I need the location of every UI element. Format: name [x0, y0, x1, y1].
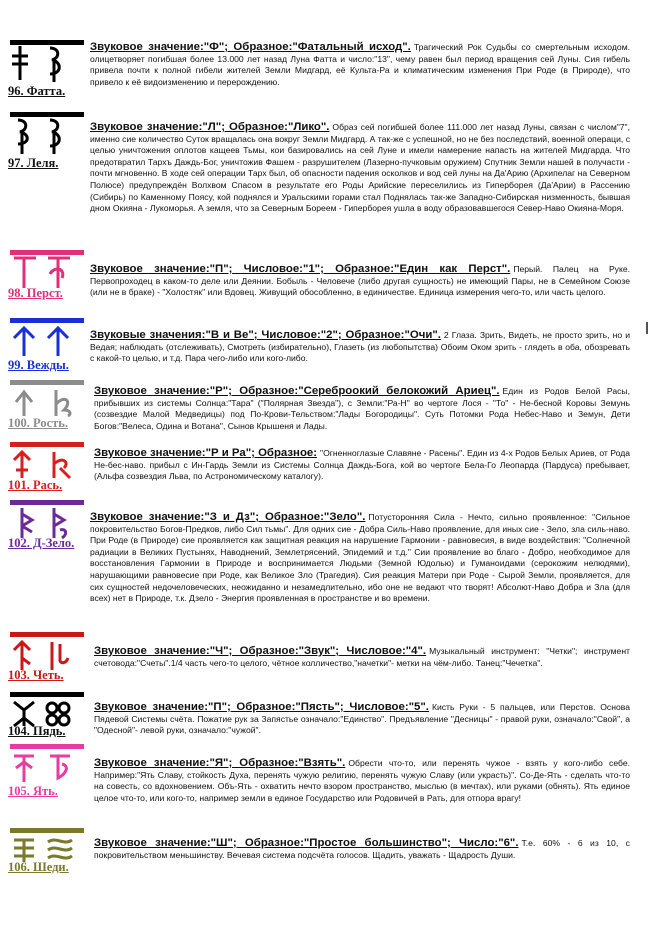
entry-text: [94, 646, 630, 669]
entry-body: Обрести что-то, или перенять чужое - взять у кого-либо себе. Например:"Ять Славу, стойкость Духа, перенять чужую религию, перенять чужую Славу (или украсть)". Со-Де-Ять - сделать что-то на совесть, со вдохновением. Объ-Ять - охватить нечто взором пространство, мыслью (в мечтах), или руками (обнять). Ять единое целое что-то, или кого-то, например земли в единое Государство или Родовичей в Рать, для отпора врагу!: [94, 758, 630, 803]
lelya-rune-icon: [10, 116, 86, 156]
letter-number: 104. Пядь.: [8, 724, 66, 738]
entry-heading: Звуковое значение:"Ф"; Образное:"Фатальный исход".: [90, 41, 411, 53]
entry-text: [90, 512, 630, 605]
glyph-box: [8, 318, 90, 378]
glyph-box: [8, 442, 90, 500]
letter-number: 101. Рась.: [8, 478, 63, 492]
vezhdy-rune-icon: [10, 322, 86, 362]
entry-heading: Звуковое значение:"П"; Образное:"Пясть"; Числовое:"5".: [94, 701, 429, 713]
letter-number: 98. Перст.: [8, 286, 63, 300]
letter-number: 97. Леля.: [8, 156, 59, 170]
entry-text: [94, 448, 630, 483]
entry-body: 2 Глаза. Зрить, Видеть, не просто зрить, но и Ведая; наблюдать (отслеживать), Смотреть (избирательно), Глазеть (из любопытства) Обоим Оком зрить - глядеть в оба, обозревать с какой-то целью, и т.д. Пара чего-либо или кого-либо.: [90, 330, 630, 364]
entry-97: [8, 112, 640, 252]
entry-body: Трагический Рок Судьбы со смертельным исходом. олицетворяет погибшая более 13.000 лет назад Луна Фатта и число:"13", чему равен был период вращения сей Луны. Сия гибель привела почти к полной гибели жителей Земли Мидгард, её Культа-Ра и климатическим изменения При Роде (в Природе), что привело к её видоизменению и перерождению.: [90, 42, 630, 87]
entry-heading: Звуковые значения:"В и Ве"; Числовое:"2"; Образное:"Очи".: [90, 329, 441, 341]
glyph-box: [8, 632, 90, 692]
entry-text: [94, 386, 630, 432]
entry-101: [8, 442, 640, 500]
entry-heading: Звуковое значение:"Ч"; Образное:"Звук"; Числовое:"4".: [94, 645, 427, 657]
entry-heading: Звуковое значение:"Ш"; Образное:"Простое большинство"; Число:"6".: [94, 837, 519, 849]
fatta-rune-icon: [10, 44, 86, 84]
letter-number: 96. Фатта.: [8, 84, 66, 98]
entry-text: [90, 330, 630, 365]
entry-body: Потусторонняя Сила - Нечто, сильно проявленное: "Сильное покровительство Богов-Предков, либо Сил тьмы". Для одних сие - Добра Силь-Наво проявление, для иных сие - Зело, зла силь-наво. При Роде (в Природе) сие проявляется как защитная реакция на нарушение Гармонии - равновесия, в виде воздействия: "Солнечной радиации в Великих Пустынях, Наводнений, Землетрясений, Эпидемий и т.д." Сии проявление во благо - Добро, необходимое для восстановления Гармонии в Природе и воспринимается Людьми (Земной Юдолью) и Гуманоидами (серокожим нелюдями), нарушающими равновесие при Роде, как Великое Зло (Трагедия). Сия реакция Матери при Роде - Сырой Земли, проявляется, для сих сущностей недочеловеческих, неожиданно и незамедлительно, ибо оне не ведают что творят! Абсолют-Наво Добра и Зла (для всех) нет в Природе, т.к. Дзело - Энергия проявленная в пространстве и во времени.: [90, 512, 630, 604]
letter-number: 103. Четь.: [8, 668, 64, 682]
entry-text: [94, 838, 630, 861]
glyph-box: [8, 112, 90, 172]
entry-heading: Звуковое значение:"П"; Числовое:"1"; Образное:"Един как Перст".: [90, 263, 511, 275]
glyph-box: [8, 380, 90, 440]
glyph-box: [8, 744, 90, 804]
entry-text: [90, 264, 630, 299]
entry-100: [8, 380, 640, 442]
entry-heading: Звуковое значение:"Л"; Образное:"Лико".: [90, 121, 330, 133]
entry-105: [8, 744, 640, 824]
entry-text: [90, 122, 630, 215]
margin-mark: [646, 322, 648, 334]
entry-body: Образ сей погибшей более 111.000 лет назад Луны, связан с числом"7", именно сие количество Суток вращалась она вокруг Земли Мидгард. А так-же с успешной, но не без последствий, военной операци, с целью уничтожения оплотов кащеев Тьмы, кои базировались на сей Луне и имели намерение напасть на жителей Мидгарда. Что предотвратил Тархъ Даждь-Бог, уничтожив Фашем - разрушителем (Лазерно-пучковым оружием) Спутник Земли нашей в получасти - почти мгновенно. В ходе сей операции Тарх был, об опасности падения осколков и вод сей луны на Да'Арию (Архипелаг на Северном Полюсе) предупреждён Волхвом Спасом в результате его Роды Арийские переселились из Гиперборея (Да'Арии) в Рассению (Сибирь) по Каменному Поясу, кой поднялся и Уральскими горами стал Поднялась так-же Западно-Сибирская низменность, бывшая дном Окияна - Лукоморья. А земля, что за Северным Бореем - Гиперборея ушла в воду образовавшегося Север-Наво Окияна-Моря.: [90, 122, 630, 214]
entry-text: [94, 702, 630, 737]
entry-body: Кисть Руки - 5 пальцев, или Перстов. Основа Пядевой Системы счёта. Пожатие рук за Запястье означало:"Единство". Предъявление "Десницы" - правой руки, означало:"Свой", а "Одесной"- левой руки, означало:"чужой".: [94, 702, 630, 736]
entry-106: [8, 828, 640, 882]
glyph-box: [8, 40, 90, 106]
letter-number: 102. Д-Зело.: [8, 536, 75, 550]
yat-rune-icon: [10, 748, 86, 788]
entry-body: Музыкальный инструмент: "Четки"; инструмент счетовода:"Счеты".1/4 часть чего-то целого, чётное колличество,"начетки"- метки на чём-либо. Танец:"Чечетка".: [94, 646, 630, 668]
glyph-box: [8, 692, 90, 744]
glyph-box: [8, 828, 90, 882]
entry-heading: Звуковое значение:"Р"; Образное:"Сереброокий белокожий Ариец".: [94, 385, 500, 397]
entry-99: [8, 318, 640, 380]
entry-102: [8, 500, 640, 630]
entry-body: Перый. Палец на Руке. Первопроходец в каком-то деле или Деянии. Бобыль - Человече (либо другая сущность) не имеющий Пары, не в Семейном Союзе (или не в браке) - "Холостяк" или Вдовец. Живущий обособленно, в единичестве. Единица измерения чего-то, или часть целого.: [90, 264, 631, 298]
entry-body: Един из Родов Белой Расы, прибывших из системы Солнца:"Тара" ("Полярная Звезда"), с Земли:"Ра-Н" во чертоге Лося - "То" - Не-бесной Коровы Земунь (созвездие Малой Медведицы) под По-Крови-Тельством:"Лады Богородицы". Суть Потомки Рода Небес-Наво и Земун, Дети Богов:"Велеса, Одина и Вотана", Сынов Крышеня и Лады.: [94, 386, 630, 431]
letter-number: 106. Шеди.: [8, 860, 69, 874]
entry-96: [8, 40, 640, 108]
entry-text: [90, 42, 630, 88]
entry-98: [8, 250, 640, 316]
entry-104: [8, 692, 640, 744]
entry-heading: Звуковое значение:"Р и Ра"; Образное:: [94, 447, 318, 459]
letter-number: 99. Вежды.: [8, 358, 69, 372]
entry-heading: Звуковое значение:"З и Дз"; Образное:"Зело".: [90, 511, 366, 523]
letter-number: 105. Ять.: [8, 784, 58, 798]
entry-heading: Звуковое значение:"Я"; Образное:"Взять".: [94, 757, 346, 769]
glyph-box: [8, 500, 90, 560]
entry-103: [8, 632, 640, 692]
entry-body: "Огненноглазые Славяне - Расены". Един из 4-х Родов Белых Ариев, от Рода Не-бес-наво. прибыл с Ин-Гардь Земли из Системы Солнца Даждь-Бога, кой во чертоге Бела-Го Леопарда (Пардуса) пребывает, (Альфа созвездия Льва, по Астрономическому каталогу).: [94, 448, 630, 482]
entry-text: [94, 758, 630, 804]
entry-body: Т.е. 60% - 6 из 10, с покровительством меньшинству. Вечевая система подсчёта голосов. Щадить, уважать - Щадрость Души.: [94, 838, 630, 860]
glyph-box: [8, 250, 90, 310]
letter-number: 100. Рость.: [8, 416, 68, 430]
